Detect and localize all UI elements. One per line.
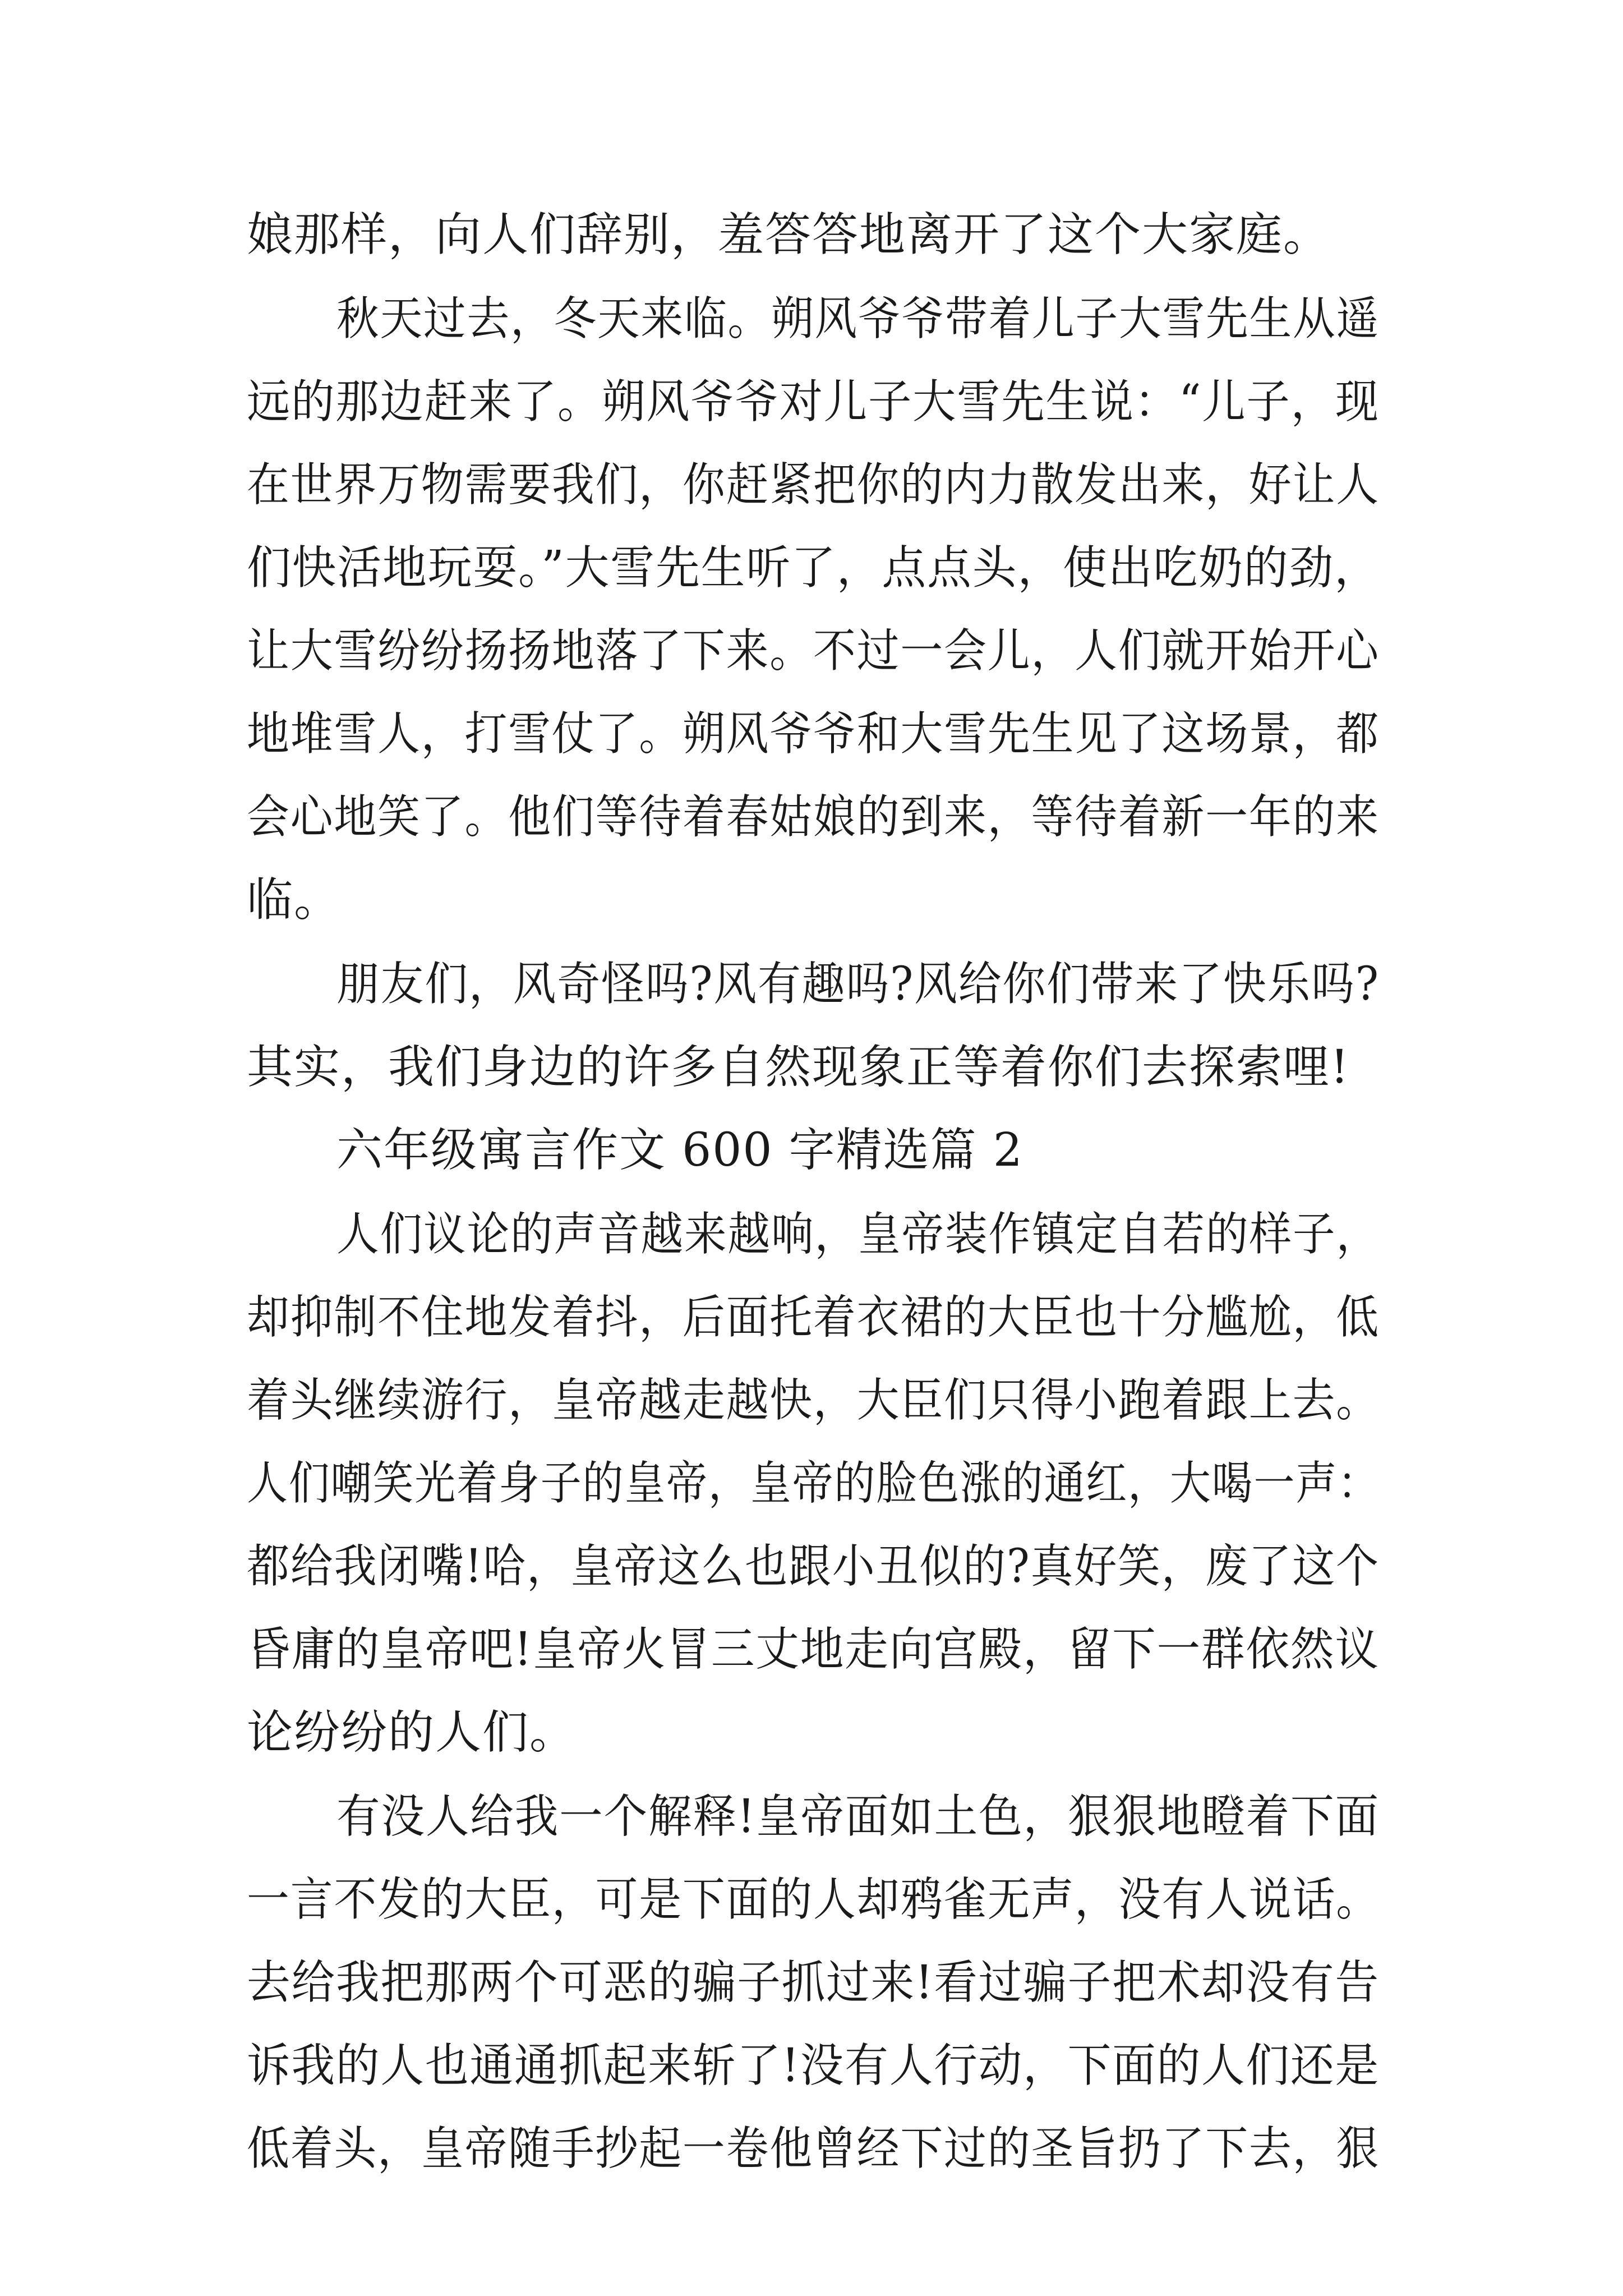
text-line: 却抑制不住地发着抖，后面托着衣裙的大臣也十分尴尬，低 (247, 1291, 1380, 1344)
text-line: 娘那样，向人们辞别，羞答答地离开了这个大家庭。 (247, 208, 1331, 261)
text-line: 朋友们，风奇怪吗?风有趣吗?风给你们带来了快乐吗? (336, 958, 1380, 1011)
text-line: 远的那边赶来了。朔风爷爷对儿子大雪先生说：“儿子，现 (247, 375, 1380, 429)
text-line: 其实，我们身边的许多自然现象正等着你们去探索哩! (247, 1041, 1350, 1094)
text-line: 诉我的人也通通抓起来斩了!没有人行动，下面的人们还是 (247, 2039, 1380, 2092)
text-line: 一言不发的大臣，可是下面的人却鸦雀无声，没有人说话。 (247, 1873, 1380, 1926)
text-line: 人们嘲笑光着身子的皇帝，皇帝的脸色涨的通红，大喝一声： (247, 1457, 1380, 1510)
section-heading: 六年级寓言作文 600 字精选篇 2 (336, 1124, 1023, 1177)
text-line: 秋天过去，冬天来临。朔风爷爷带着儿子大雪先生从遥 (336, 292, 1380, 346)
text-line: 去给我把那两个可恶的骗子抓过来!看过骗子把术却没有告 (247, 1956, 1380, 2009)
text-line: 让大雪纷纷扬扬地落了下来。不过一会儿，人们就开始开心 (247, 624, 1380, 678)
text-line: 会心地笑了。他们等待着春姑娘的到来，等待着新一年的来 (247, 790, 1380, 844)
text-line: 在世界万物需要我们，你赶紧把你的内力散发出来，好让人 (247, 458, 1380, 512)
text-line: 地堆雪人，打雪仗了。朔风爷爷和大雪先生见了这场景，都 (247, 707, 1380, 761)
text-line: 着头继续游行，皇帝越走越快，大臣们只得小跑着跟上去。 (247, 1374, 1380, 1427)
text-line: 临。 (247, 873, 342, 927)
text-line: 都给我闭嘴!哈，皇帝这么也跟小丑似的?真好笑，废了这个 (247, 1540, 1380, 1593)
text-line: 昏庸的皇帝吧!皇帝火冒三丈地走向宫殿，留下一群依然议 (247, 1623, 1380, 1676)
text-line: 有没人给我一个解释!皇帝面如土色，狠狠地瞪着下面 (336, 1790, 1380, 1843)
text-line: 人们议论的声音越来越响，皇帝装作镇定自若的样子， (336, 1208, 1380, 1261)
text-line: 们快活地玩耍。”大雪先生听了，点点头，使出吃奶的劲， (247, 541, 1380, 595)
text-line: 论纷纷的人们。 (247, 1706, 577, 1759)
text-line: 低着头，皇帝随手抄起一卷他曾经下过的圣旨扔了下去，狠 (247, 2122, 1380, 2175)
